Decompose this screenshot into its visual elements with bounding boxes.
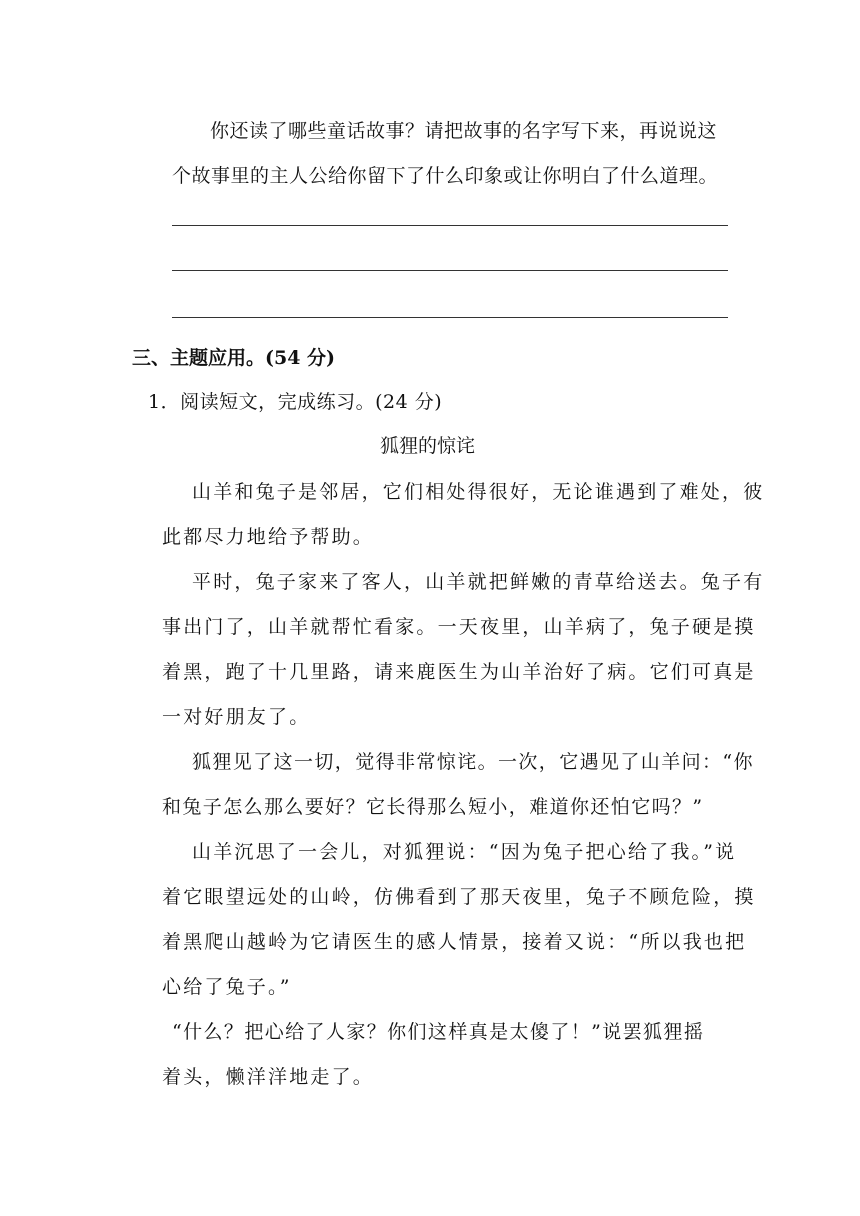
- answer-line-2[interactable]: [172, 270, 728, 271]
- answer-line-3[interactable]: [172, 317, 728, 318]
- passage-line: 山羊沉思了一会儿，对狐狸说：“因为兔子把心给了我。”说: [192, 841, 737, 863]
- passage-line: 此都尽力地给予帮助。: [162, 526, 375, 548]
- passage-line: 心给了兔子。”: [162, 976, 292, 998]
- passage-line: 山羊和兔子是邻居，它们相处得很好，无论谁遇到了难处，彼: [192, 481, 765, 503]
- passage-line: 狐狸见了这一切，觉得非常惊诧。一次，它遇见了山羊问：“你: [192, 751, 754, 773]
- question-one-instruction: 1．阅读短文，完成练习。(24 分): [148, 391, 443, 413]
- passage-line: 着黑，跑了十几里路，请来鹿医生为山羊治好了病。它们可真是: [162, 661, 756, 683]
- passage-line: 事出门了，山羊就帮忙看家。一天夜里，山羊病了，兔子硬是摸: [162, 616, 756, 638]
- passage-line: 着黑爬山越岭为它请医生的感人情景，接着又说：“所以我也把: [162, 931, 747, 953]
- passage-line: “什么？把心给了人家？你们这样真是太傻了！”说罢狐狸摇: [172, 1021, 705, 1043]
- answer-line-1[interactable]: [172, 225, 728, 226]
- section-three-heading: 三、主题应用。(54 分): [132, 347, 336, 369]
- passage-line: 一对好朋友了。: [162, 706, 311, 728]
- passage-title: 狐狸的惊诧: [380, 435, 476, 457]
- passage-line: 和兔子怎么那么要好？它长得那么短小，难道你还怕它吗？”: [162, 796, 704, 818]
- prompt-line-2: 个故事里的主人公给你留下了什么印象或让你明白了什么道理。: [172, 165, 719, 187]
- passage-line: 平时，兔子家来了客人，山羊就把鲜嫩的青草给送去。兔子有: [192, 571, 765, 593]
- prompt-line-1: 你还读了哪些童话故事？请把故事的名字写下来，再说说这: [210, 120, 718, 142]
- passage-line: 着它眼望远处的山岭，仿佛看到了那天夜里，兔子不顾危险，摸: [162, 886, 756, 908]
- passage-line: 着头，懒洋洋地走了。: [162, 1066, 375, 1088]
